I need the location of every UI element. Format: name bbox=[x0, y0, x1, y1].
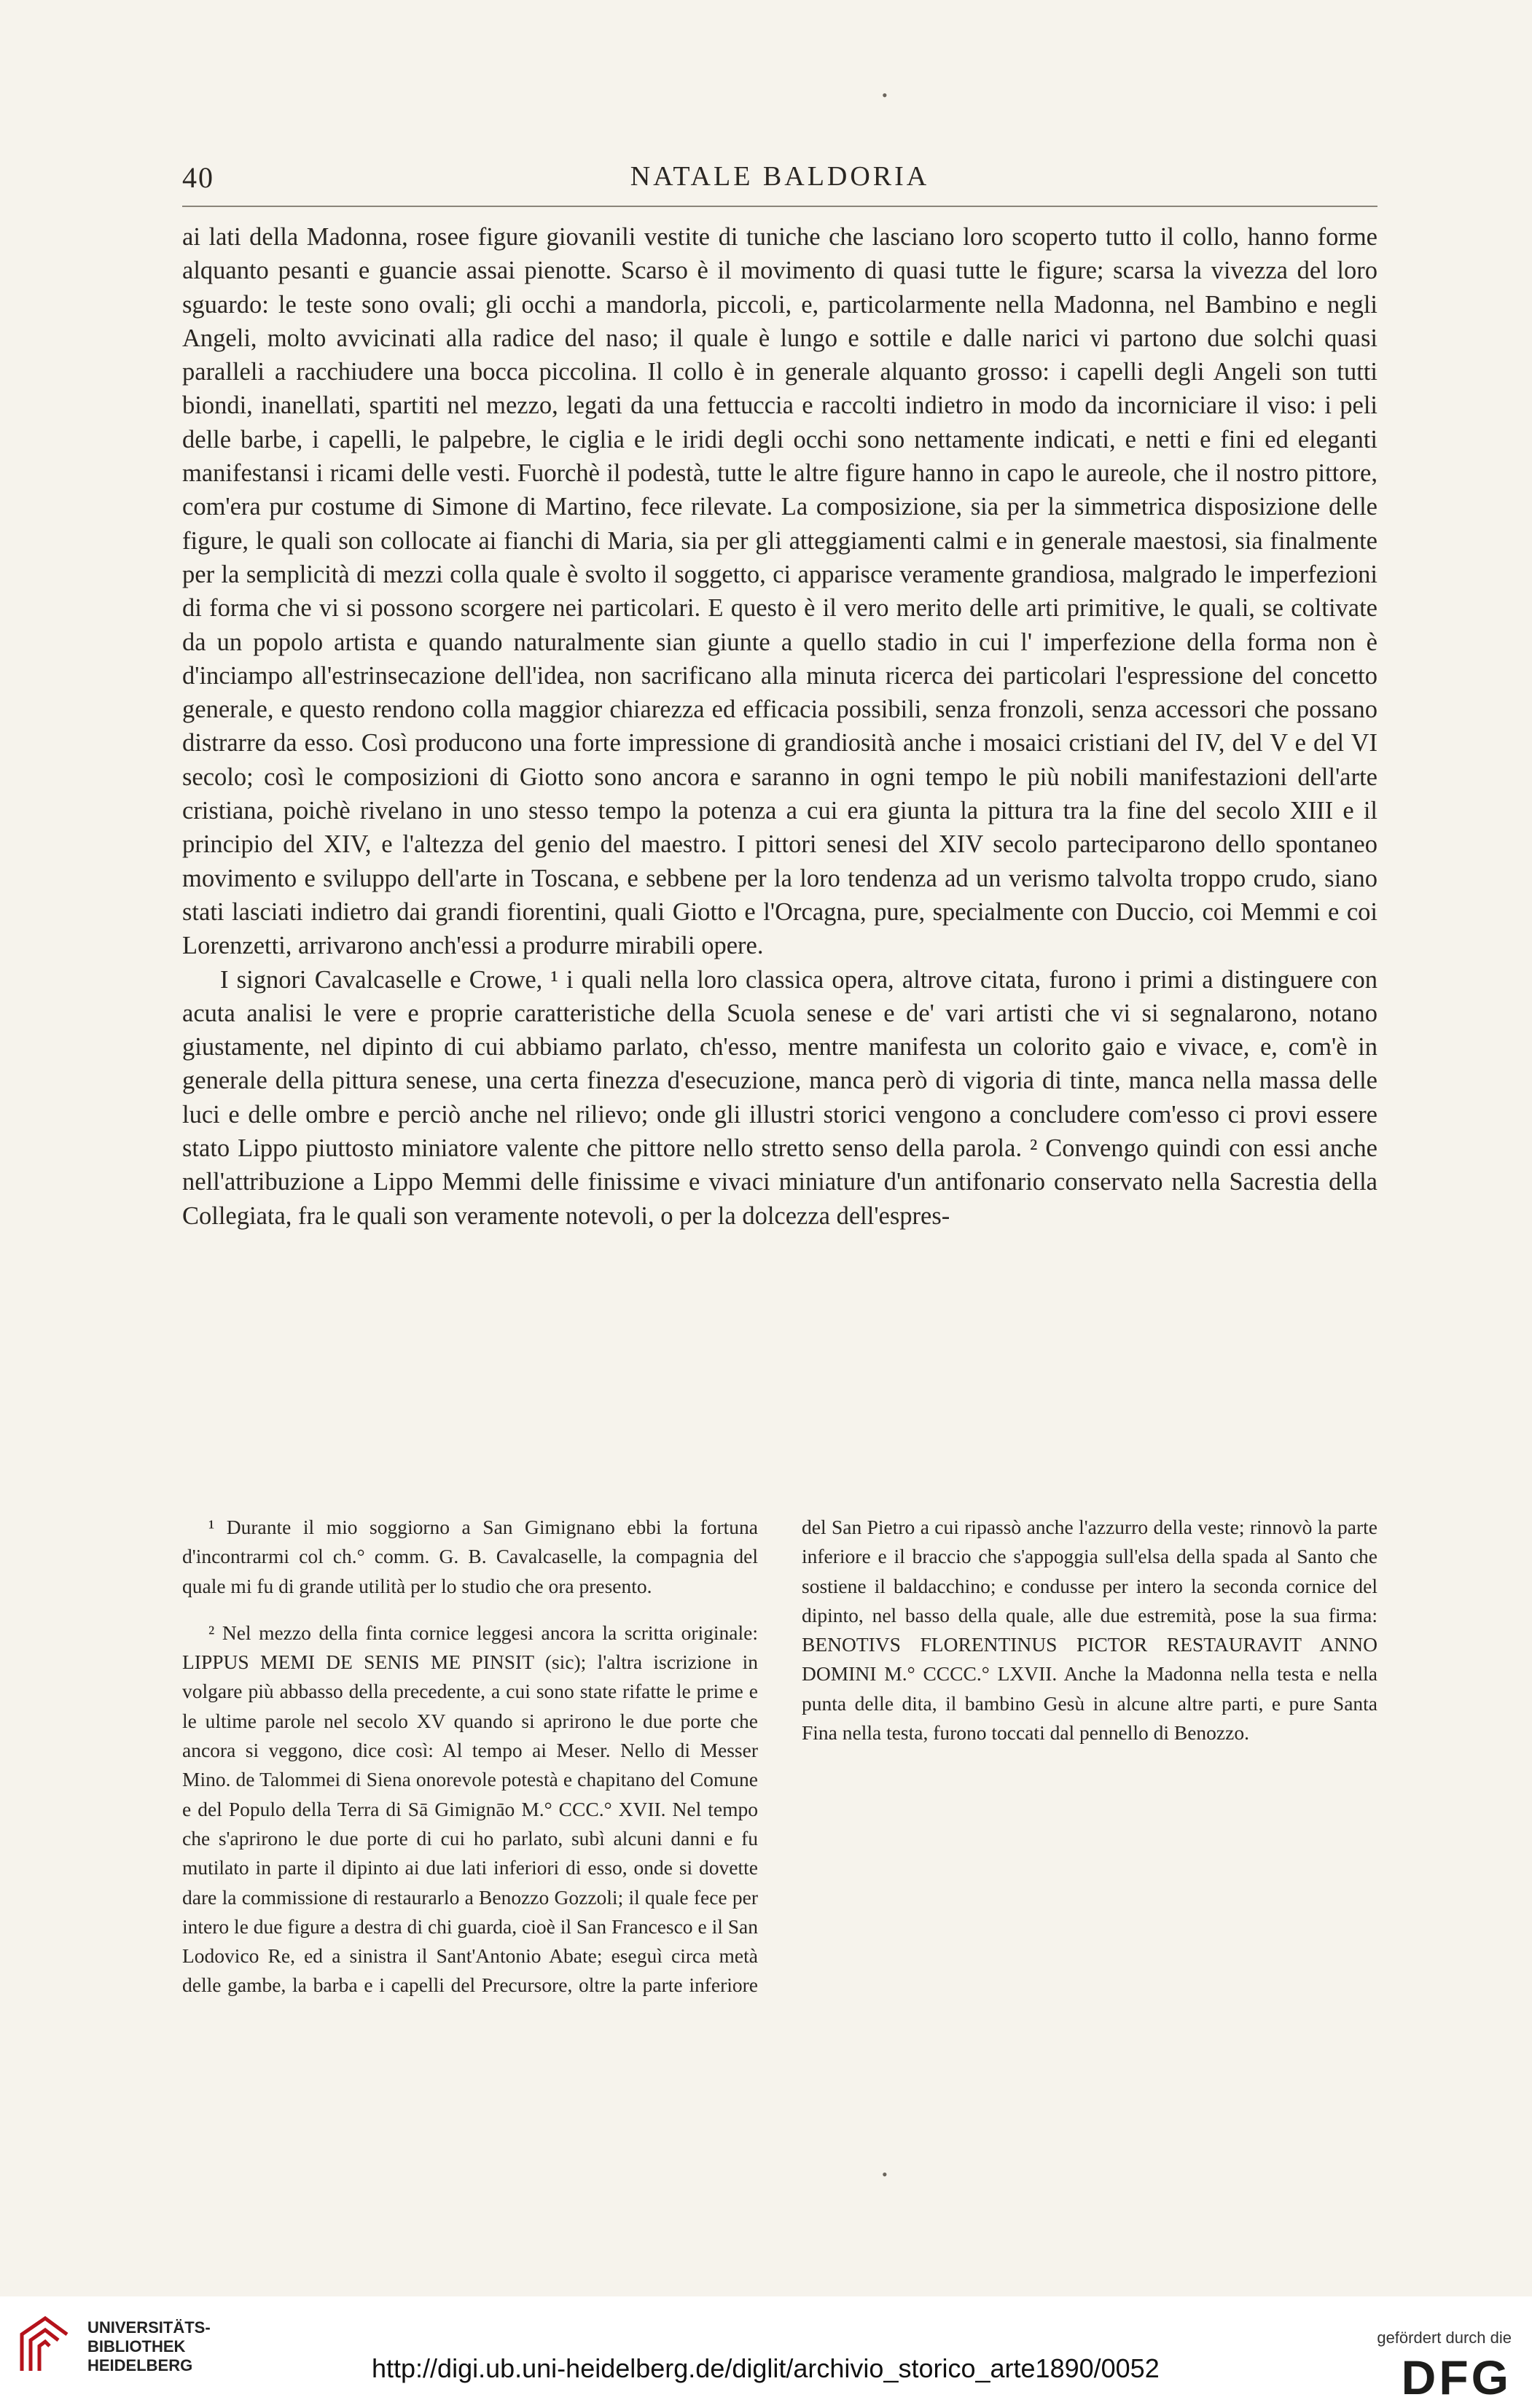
footnotes bbox=[182, 1513, 1377, 2008]
footnote-1: ¹ Durante il mio soggiorno a San Gimignano ebbi la fortuna d'incontrarmi col ch.° comm. G. B. Cavalcaselle, la compagnia del quale mi fu di grande utilità per lo studio che ora presento. bbox=[182, 1516, 758, 1597]
bottom-mark: • bbox=[882, 2165, 888, 2183]
paragraph-1: ai lati della Madonna, rosee figure giovanili vestite di tuniche che lasciano loro scoperto tutto il collo, hanno forme alquanto pesanti e guancie assai pienotte. Scarso è il movimento di quasi tutte le figure; scarsa la vivezza del loro sguardo: le teste sono ovali; gli occhi a mandorla, piccoli, e, particolarmente nella Madonna, nel Bambino e negli Angeli, molto avvicinati alla radice del naso; il quale è lungo e sottile e dalle narici vi partono due solchi quasi paralleli a racchiudere una bocca piccolina. Il collo è in generale alquanto grosso: i capelli degli Angeli son tutti biondi, inanellati, spartiti nel mezzo, legati da una fettuccia e raccolti indietro in modo da incorniciare il viso: i peli delle barbe, i capelli, le palpebre, le ciglia e le iridi degli occhi sono nettamente indicati, e netti e fini ed eleganti manifestansi i ricami delle vesti. Fuorchè il podestà, tutte le altre figure hanno in capo le aureole, che il nostro pittore, com'era pur costume di Simone di Martino, fece rilevate. La composizione, sia per la simmetrica disposizione delle figure, le quali son collocate ai fianchi di Maria, sia per gli atteggiamenti calmi e in generale maestosi, sia finalmente per la semplicità di mezzi colla quale è svolto il soggetto, ci apparisce veramente grandiosa, malgrado le imperfezioni di forma che vi si possono scorgere nei particolari. E questo è il vero merito delle arti primitive, le quali, se coltivate da un popolo artista e quando naturalmente sian giunte a quello stadio in cui l' imperfezione della forma non è d'inciampo all'estrinsecazione dell'idea, non sacrificano alla minuta ricerca dei particolari l'espressione del concetto generale, e questo rendono colla maggior chiarezza ed efficacia possibili, senza fronzoli, senza accessori che possano distrarre da esso. Così producono una forte impressione di grandiosità anche i mosaici cristiani del IV, del V e del VI secolo; così le composizioni di Giotto sono ancora e saranno in ogni tempo le più nobili manifestazioni dell'arte cristiana, poichè rivelano in uno stesso tempo la potenza a cui era giunta la pittura tra la fine del secolo XIII e il principio del XIV, e l'altezza del genio del maestro. I pittori senesi del XIV secolo parteciparono dello spontaneo movimento e sviluppo dell'arte in Toscana, e sebbene per la loro tendenza ad un verismo talvolta troppo crudo, siano stati lasciati indietro dai grandi fiorentini, quali Giotto e l'Orcagna, pure, specialmente con Duccio, coi Memmi e coi Lorenzetti, arrivarono anch'essi a produrre mirabili opere. bbox=[182, 223, 1377, 960]
library-name-line-2: BIBLIOTHEK bbox=[87, 2337, 186, 2356]
source-url-link[interactable]: http://digi.ub.uni-heidelberg.de/diglit/archivio_storico_arte1890/0052 bbox=[372, 2353, 1160, 2383]
library-name-line-1: UNIVERSITÄTS- bbox=[87, 2318, 211, 2337]
running-head bbox=[182, 146, 1377, 204]
library-name bbox=[87, 2318, 211, 2375]
digitization-footer bbox=[0, 2296, 1532, 2408]
university-library-logo-icon bbox=[16, 2312, 73, 2378]
top-mark: • bbox=[882, 86, 888, 104]
funded-by-label: gefördert durch die bbox=[1377, 2329, 1512, 2347]
footnote-2: ² Nel mezzo della finta cornice leggesi ancora la scritta originale: LIPPUS MEMI DE SENIS ME PINSIT (sic); l'altra iscrizione in volgare più abbasso della precedente, a cui sono state rifatte le prime e le ultime parole nel secolo XV quando si aprirono le due porte che ancora si veggono, dice così: Al tempo ai Meser. Nello di Messer Mino. de Talommei di Siena onorevole potestà e chapitano del Comune e del Populo della Terra di Sā Gimignāo M.° CCC.° XVII. Nel tempo che s'aprirono le due porte di cui ho parlato, subì alcuni danni e fu mutilato in parte il dipinto ai due lati inferiori di esso, onde si dovette dare la commissione di restaurarlo a Benozzo Gozzoli; il quale fece per intero le due figure a destra di chi guarda, cioè il San Francesco e il San Lodovico Re, ed a sinistra il Sant'Antonio Abate; eseguì circa metà delle gambe, la barba e i capelli del Precursore, oltre la parte inferiore del San Pietro a cui ripassò anche l'azzurro della veste; rinnovò la parte inferiore e il braccio che s'appoggia sull'elsa della spada al Santo che sostiene il baldacchino; e condusse per intero la seconda cornice del dipinto, nel basso della quale, alle due estremità, pose la sua firma: BENOTIVS FLORENTINUS PICTOR RESTAURAVIT ANNO DOMINI M.° CCCC.° LXVII. Anche la Madonna nella testa e nella punta delle dita, il bambino Gesù in alcune altre parti, e pure Santa Fina nella testa, furono toccati dal pennello di Benozzo. bbox=[182, 1516, 1377, 1997]
library-name-line-3: HEIDELBERG bbox=[87, 2356, 193, 2374]
paragraph-2: I signori Cavalcaselle e Crowe, ¹ i quali nella loro classica opera, altrove citata, furono i primi a distinguere con acuta analisi le vere e proprie caratteristiche della Scuola senese e de' vari artisti che vi si segnalarono, notano giustamente, nel dipinto di cui abbiamo parlato, ch'esso, mentre manifesta un colorito gaio e vivace, e, com'è in generale della pittura senese, una certa finezza d'esecuzione, manca però di vigoria di tinte, manca nella massa delle luci e delle ombre e perciò anche nel rilievo; onde gli illustri storici vengono a concludere com'esso ci provi essere stato Lippo piuttosto miniatore valente che pittore nello stretto senso della parola. ² Convengo quindi con essi anche nell'attribuzione a Lippo Memmi delle finissime e vivaci miniature d'un antifonario conservato nella Sacrestia della Collegiata, fra le quali son veramente notevoli, o per la dolcezza dell'espres- bbox=[182, 965, 1377, 1230]
page-number: 40 bbox=[182, 161, 214, 194]
dfg-logo: DFG bbox=[1401, 2350, 1512, 2404]
running-title: NATALE BALDORIA bbox=[630, 161, 930, 192]
header-rule bbox=[182, 206, 1377, 207]
body-text bbox=[182, 220, 1377, 1408]
